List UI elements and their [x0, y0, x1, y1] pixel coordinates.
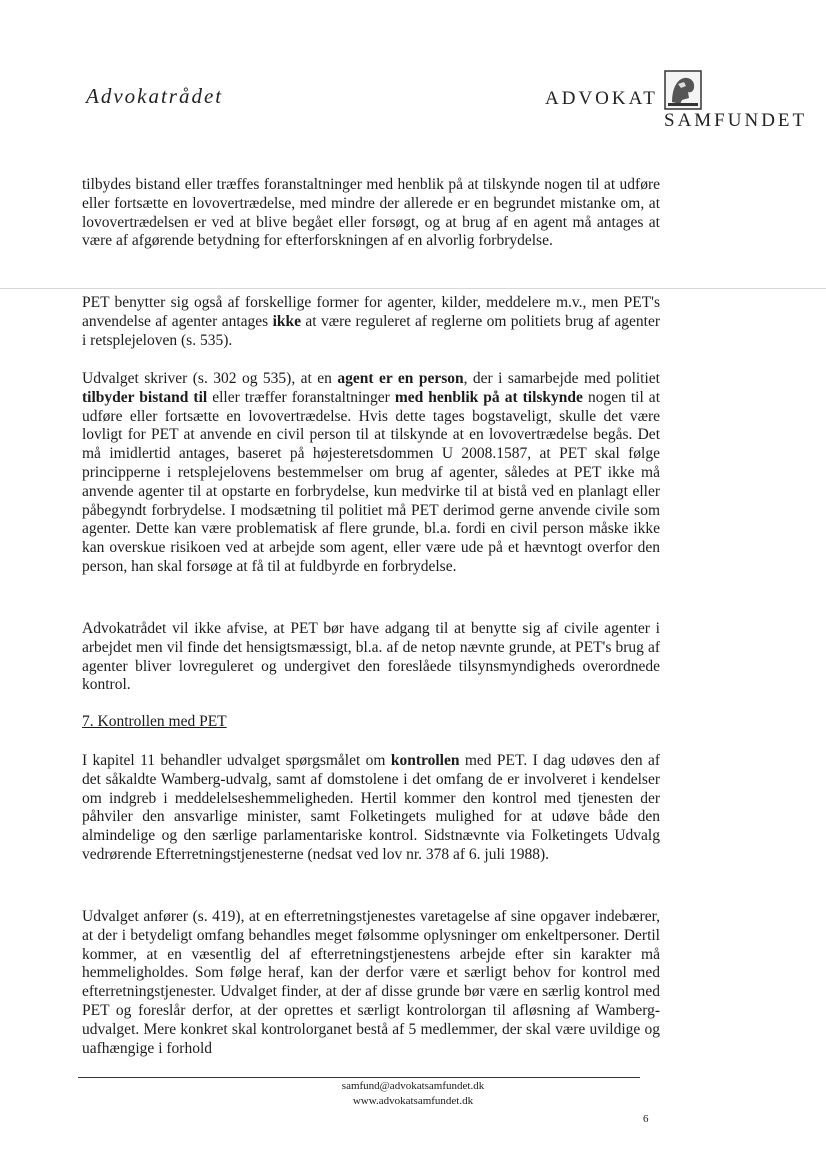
samfundet-logo-icon: [664, 70, 702, 110]
paragraph-agent-definition-continued: tilbydes bistand eller træffes foranstaltninger med henblik på at tilskynde nogen til at udføre eller fortsætte en lovovertrædelse, med mindre der allerede er en begrundet mistanke om, at lovovertrædelsen er ved at blive begået eller forsøgt, og at brug af en agent må antages at være af afgørende betydning for efterforskningen af en alvorlig forbrydelse.: [82, 176, 660, 250]
emphasis-agent-person: agent er en person: [337, 370, 464, 387]
footer-email: samfund@advokatsamfundet.dk: [341, 1080, 485, 1092]
section-heading-kontrollen: 7. Kontrollen med PET: [82, 713, 227, 730]
scan-artifact-line: [0, 288, 826, 289]
footer-divider: [78, 1077, 640, 1078]
paragraph-kapitel-11: I kapitel 11 behandler udvalget spørgsmålet om kontrollen med PET. I dag udøves den af det såkaldte Wamberg-udvalg, samt af domstolene i det omfang de er involveret i kendelser om indgreb i meddelelseshemmeligheden. Hertil kommer den kontrol med tjenesten der påhviler den ansvarlige minister, samt Folketingets mulighed for at udøve både den almindelige og den særlige parlamentariske kontrol. Sidstnævnte via Folketingets Udvalg vedrørende Efterretningstjenesterne (nedsat ved lov nr. 378 af 6. juli 1988).: [82, 752, 660, 863]
paragraph-udvalget-anfoerer: Udvalget anfører (s. 419), at en efterretningstjenestes varetagelse af sine opgaver indebærer, at der i betydeligt omfang behandles meget følsomme oplysninger om enkeltpersoner. Dertil kommer, at en væsentlig del af efterretningstjenestens arbejde efter sin karakter må hemmeligholdes. Som følge heraf, kan der derfor være et særligt behov for kontrol med efterretningstjenester. Udvalget finder, at der af disse grunde bør være en særlig kontrol med PET og foreslår derfor, at der oprettes et særligt kontrolorgan til afløsning af Wamberg- udvalget. Mere konkret skal kontrolorganet bestå af 5 medlemmer, der skal være uvildige og uafhængige i forhold: [82, 908, 660, 1057]
emphasis-kontrollen: kontrollen: [390, 752, 460, 769]
paragraph-advokatraadet-position: Advokatrådet vil ikke afvise, at PET bør have adgang til at benytte sig af civile agenter i arbejdet men vil finde det hensigtsmæssigt, bl.a. af de netop nævnte grunde, at PET's brug af agenter bliver lovreguleret og undergivet den foreslåede tilsynsmyndigheds overordnede kontrol.: [82, 620, 660, 694]
document-header-title: Advokatrådet: [86, 84, 224, 108]
logo-text-samfundet: SAMFUNDET: [664, 110, 808, 131]
emphasis-henblik-tilskynde: med henblik på at tilskynde: [394, 388, 583, 406]
emphasis-ikke: ikke: [272, 312, 302, 330]
paragraph-pet-agents: PET benytter sig også af forskellige former for agenter, kilder, meddelere m.v., men PET's anvendelse af agenter antages ikke at være reguleret af reglerne om politiets brug af agenter i retsplejeloven (s. 535).: [82, 294, 660, 349]
page-number: 6: [643, 1113, 649, 1125]
paragraph-udvalget-skriver: Udvalget skriver (s. 302 og 535), at en agent er en person, der i samarbejde med politiet tilbyder bistand til eller træffer foranstaltninger med henblik på at tilskynde nogen til at udføre eller fortsætte en lovovertrædelse. Hvis dette tages bogstaveligt, skulle det være lovligt for PET at anvende en civil person til at tilskynde at en lovovertrædelse begås. Det må imidlertid antages, baseret på højesteretsdommen U 2008.1587, at PET skal følge principperne i retsplejelovens bestemmelser om brug af agenter, således at PET ikke må anvende agenter til at opstarte en forbrydelse, kun medvirke til at bistå ved en planlagt eller påbegyndt forbrydelse. I modsætning til politiet må PET derimod gerne anvende civile som agenter. Dette kan være problematisk af flere grunde, bl.a. fordi en civil person måske ikke kan overskue risikoen ved at arbejde som agent, eller være ude på et hævntogt overfor den person, han skal forsøge at få til at fuldbyrde en forbrydelse.: [82, 370, 660, 575]
logo-text-advokat: ADVOKAT: [545, 88, 658, 109]
footer-website: www.advokatsamfundet.dk: [352, 1095, 474, 1107]
emphasis-tilbyder-bistand: tilbyder bistand til: [82, 388, 208, 406]
